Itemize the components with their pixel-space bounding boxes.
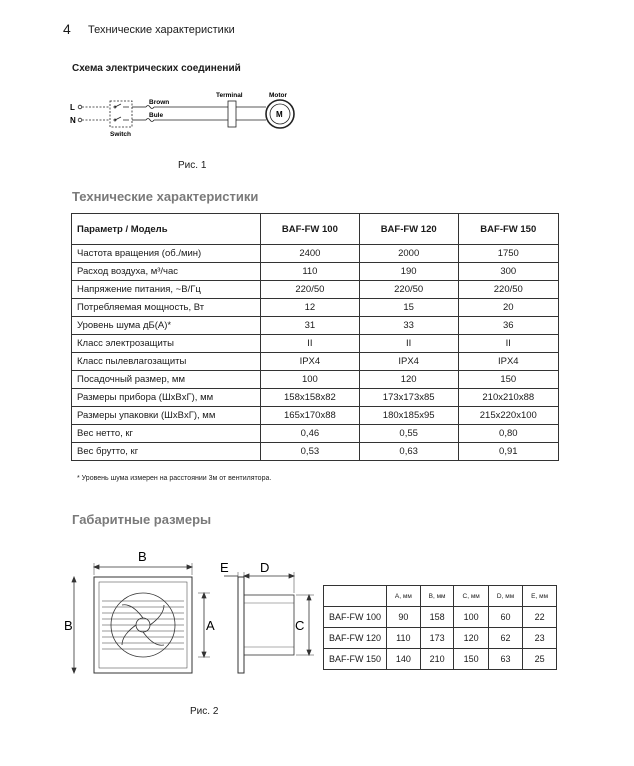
- value-cell: 120: [359, 371, 458, 389]
- specs-header-cell: Параметр / Модель: [72, 214, 261, 245]
- value-cell: 0,91: [458, 443, 558, 461]
- param-cell: Напряжение питания, ~В/Гц: [72, 281, 261, 299]
- dimensions-section-title: Габаритные размеры: [72, 512, 212, 527]
- param-cell: Посадочный размер, мм: [72, 371, 261, 389]
- value-cell: 20: [458, 299, 558, 317]
- l-label: L: [70, 103, 75, 112]
- value-cell: IPX4: [261, 353, 360, 371]
- specs-header-cell: BAF-FW 100: [261, 214, 360, 245]
- param-cell: Вес брутто, кг: [72, 443, 261, 461]
- value-cell: 15: [359, 299, 458, 317]
- dimensions-row: [324, 607, 557, 628]
- specs-row: [72, 263, 559, 281]
- dim-cell: 110: [387, 628, 421, 649]
- figure-1-caption: Рис. 1: [178, 160, 207, 171]
- dim-header-cell: D, мм: [488, 586, 522, 607]
- value-cell: 0,63: [359, 443, 458, 461]
- brown-label: Brown: [149, 99, 170, 106]
- l-terminal: [78, 105, 82, 109]
- value-cell: 110: [261, 263, 360, 281]
- dim-cell: 210: [420, 649, 454, 670]
- value-cell: 220/50: [458, 281, 558, 299]
- param-cell: Уровень шума дБ(А)*: [72, 317, 261, 335]
- value-cell: 36: [458, 317, 558, 335]
- specs-header-cell: BAF-FW 120: [359, 214, 458, 245]
- value-cell: 165x170x88: [261, 407, 360, 425]
- value-cell: II: [261, 335, 360, 353]
- terminal-label: Terminal: [216, 92, 243, 99]
- dim-cell: 22: [523, 607, 557, 628]
- value-cell: 0,55: [359, 425, 458, 443]
- dim-cell: 90: [387, 607, 421, 628]
- value-cell: II: [359, 335, 458, 353]
- model-cell: BAF-FW 100: [324, 607, 387, 628]
- dim-cell: 62: [488, 628, 522, 649]
- value-cell: 220/50: [261, 281, 360, 299]
- figure-2-caption: Рис. 2: [190, 706, 219, 717]
- dim-header-cell: B, мм: [420, 586, 454, 607]
- dim-cell: 173: [420, 628, 454, 649]
- specs-header-row: [72, 214, 559, 245]
- noise-footnote: * Уровень шума измерен на расстоянии 3м от вентилятора.: [77, 475, 272, 482]
- switch-box: [110, 101, 132, 127]
- specs-row: [72, 389, 559, 407]
- page-number: 4: [63, 21, 71, 37]
- dimensions-row: [324, 649, 557, 670]
- specs-row: [72, 425, 559, 443]
- value-cell: 0,46: [261, 425, 360, 443]
- specs-row: [72, 443, 559, 461]
- fan-side-body: [244, 595, 294, 655]
- motor-label: Motor: [269, 92, 288, 99]
- value-cell: 220/50: [359, 281, 458, 299]
- param-cell: Размеры упаковки (ШxВxГ), мм: [72, 407, 261, 425]
- dim-b-top-label: B: [138, 549, 147, 564]
- param-cell: Размеры прибора (ШxВxГ), мм: [72, 389, 261, 407]
- specs-row: [72, 299, 559, 317]
- value-cell: 190: [359, 263, 458, 281]
- specs-header-cell: BAF-FW 150: [458, 214, 558, 245]
- dim-e-label: E: [220, 560, 229, 575]
- specs-row: [72, 407, 559, 425]
- motor-m-label: M: [276, 110, 283, 119]
- dim-header-cell: E, мм: [523, 586, 557, 607]
- value-cell: 33: [359, 317, 458, 335]
- value-cell: 2400: [261, 245, 360, 263]
- specs-row: [72, 371, 559, 389]
- value-cell: 12: [261, 299, 360, 317]
- wiring-diagram-title: Схема электрических соединений: [72, 63, 241, 74]
- specs-row: [72, 335, 559, 353]
- terminal-block: [228, 101, 236, 127]
- dim-cell: 63: [488, 649, 522, 670]
- param-cell: Класс пылевлагозащиты: [72, 353, 261, 371]
- value-cell: 158x158x82: [261, 389, 360, 407]
- specs-row: [72, 245, 559, 263]
- value-cell: 173x173x85: [359, 389, 458, 407]
- dim-cell: 150: [454, 649, 488, 670]
- fan-side-panel: [238, 577, 244, 673]
- dim-cell: 120: [454, 628, 488, 649]
- value-cell: 215x220x100: [458, 407, 558, 425]
- model-cell: BAF-FW 120: [324, 628, 387, 649]
- n-label: N: [70, 116, 76, 125]
- specs-section-title: Технические характеристики: [72, 189, 259, 204]
- n-terminal: [78, 118, 82, 122]
- value-cell: 210x210x88: [458, 389, 558, 407]
- specs-row: [72, 317, 559, 335]
- dim-a-label: A: [206, 618, 215, 633]
- switch-label: Switch: [110, 131, 131, 138]
- dimension-drawing: [64, 545, 326, 685]
- value-cell: 0,80: [458, 425, 558, 443]
- dim-d-label: D: [260, 560, 270, 575]
- dim-cell: 23: [523, 628, 557, 649]
- value-cell: 100: [261, 371, 360, 389]
- specs-row: [72, 353, 559, 371]
- dim-cell: 60: [488, 607, 522, 628]
- dim-c-label: C: [295, 618, 305, 633]
- page-header-title: Технические характеристики: [88, 24, 235, 36]
- param-cell: Расход воздуха, м³/час: [72, 263, 261, 281]
- dimensions-table: [323, 585, 557, 670]
- value-cell: IPX4: [458, 353, 558, 371]
- dim-cell: 158: [420, 607, 454, 628]
- bule-label: Bule: [149, 112, 164, 119]
- value-cell: 1750: [458, 245, 558, 263]
- dimensions-header-row: [324, 586, 557, 607]
- dimensions-row: [324, 628, 557, 649]
- value-cell: 180x185x95: [359, 407, 458, 425]
- dim-header-cell: C, мм: [454, 586, 488, 607]
- param-cell: Вес нетто, кг: [72, 425, 261, 443]
- value-cell: 31: [261, 317, 360, 335]
- param-cell: Класс электрозащиты: [72, 335, 261, 353]
- specs-table: [71, 213, 559, 461]
- value-cell: 300: [458, 263, 558, 281]
- dim-header-cell: [324, 586, 387, 607]
- value-cell: 2000: [359, 245, 458, 263]
- dim-cell: 25: [523, 649, 557, 670]
- model-cell: BAF-FW 150: [324, 649, 387, 670]
- dim-cell: 100: [454, 607, 488, 628]
- value-cell: IPX4: [359, 353, 458, 371]
- param-cell: Потребляемая мощность, Вт: [72, 299, 261, 317]
- dim-cell: 140: [387, 649, 421, 670]
- wiring-diagram: [66, 92, 316, 144]
- value-cell: 0,53: [261, 443, 360, 461]
- dim-b-left-label: B: [64, 618, 73, 633]
- specs-row: [72, 281, 559, 299]
- value-cell: 150: [458, 371, 558, 389]
- param-cell: Частота вращения (об./мин): [72, 245, 261, 263]
- value-cell: II: [458, 335, 558, 353]
- dim-header-cell: A, мм: [387, 586, 421, 607]
